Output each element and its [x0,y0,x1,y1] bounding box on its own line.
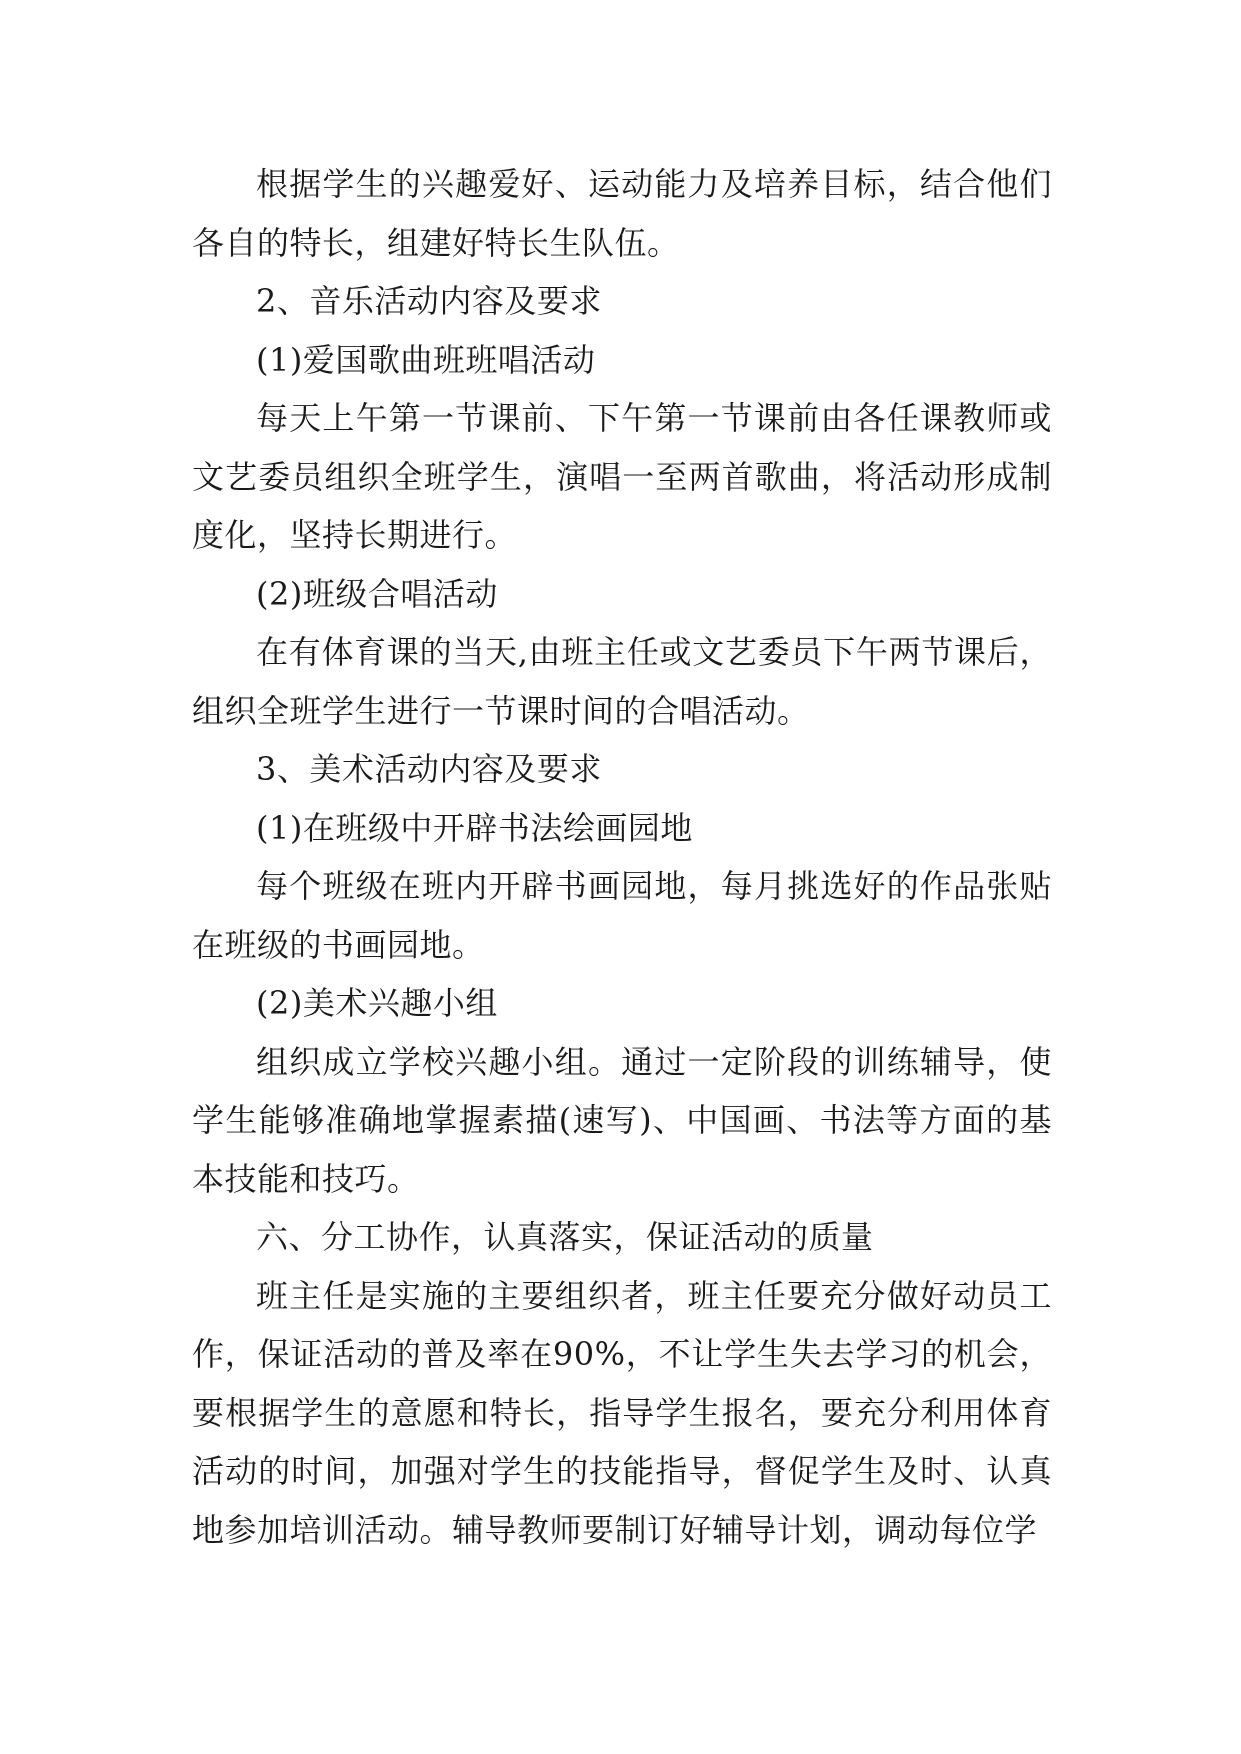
heading-music-activities: 2、音乐活动内容及要求 [256,282,602,320]
paragraph-special-students: 根据学生的兴趣爱好、运动能力及培养目标，结合他们各自的特长，组建好特长生队伍。 [192,165,1052,262]
document-body [192,155,1052,1559]
paragraph-patriotic-songs: 每天上午第一节课前、下午第一节课前由各任课教师或文艺委员组织全班学生，演唱一至两首歌曲，将活动形成制度化，坚持长期进行。 [192,399,1052,554]
paragraph-division-of-work: 班主任是实施的主要组织者，班主任要充分做好动员工作，保证活动的普及率在90%，不让学生失去学习的机会，要根据学生的意愿和特长，指导学生报名，要充分利用体育活动的时间，加强对学生的技能指导，督促学生及时、认真地参加培训活动。辅导教师要制订好辅导计划，调动每位学 [192,1276,1052,1549]
heading-art-activities: 3、美术活动内容及要求 [256,750,602,788]
subheading-patriotic-songs: (1)爱国歌曲班班唱活动 [256,340,596,379]
paragraph-calligraphy-garden: 每个班级在班内开辟书画园地，每月挑选好的作品张贴在班级的书画园地。 [192,867,1052,964]
paragraph-class-chorus: 在有体育课的当天,由班主任或文艺委员下午两节课后，组织全班学生进行一节课时间的合唱活动。 [192,633,1052,730]
heading-division-of-work: 六、分工协作，认真落实，保证活动的质量 [256,1218,874,1256]
paragraph-art-group: 组织成立学校兴趣小组。通过一定阶段的训练辅导，使学生能够准确地掌握素描(速写)、中国画、书法等方面的基本技能和技巧。 [192,1042,1052,1198]
subheading-calligraphy-garden: (1)在班级中开辟书法绘画园地 [256,808,693,847]
subheading-class-chorus: (2)班级合唱活动 [256,574,498,613]
subheading-art-group: (2)美术兴趣小组 [256,984,498,1022]
